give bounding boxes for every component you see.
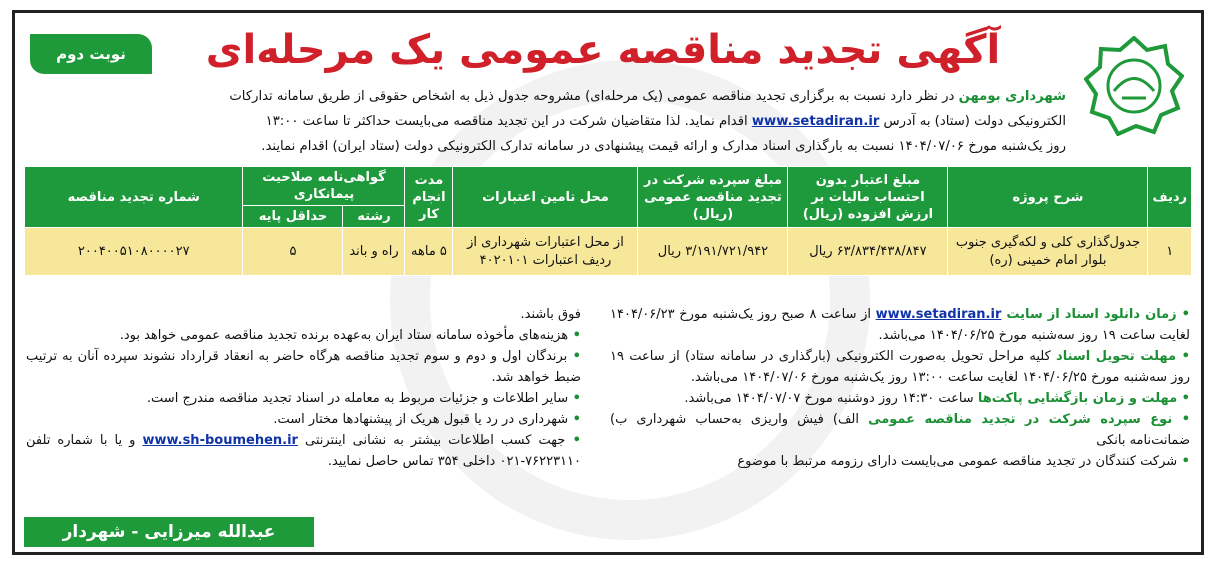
- header-min-grade: حداقل پایه: [243, 206, 343, 228]
- header-field: رشته: [343, 206, 405, 228]
- second-round-badge: نوبت دوم: [30, 34, 152, 74]
- bullet-icon: •: [1172, 412, 1190, 427]
- cell-description: جدول‌گذاری کلی و لکه‌گیری جنوب بلوار امام خمینی (ره): [948, 228, 1148, 276]
- bullet-icon: •: [1176, 307, 1190, 322]
- list-item: • سایر اطلاعات و جزئیات مربوط به معامله در اسناد تجدید مناقصه مندرج است.: [146, 391, 581, 406]
- list-item: • نوع سپرده شرکت در تجدید مناقصه عمومی الف) فیش واریزی به‌حساب شهرداری ب) ضمانت‌نامه بانکی: [610, 412, 1190, 448]
- setadiran-link-2[interactable]: www.setadiran.ir: [875, 307, 1002, 322]
- boumehen-link[interactable]: www.sh-boumehen.ir: [142, 433, 298, 448]
- cell-deposit: ۳/۱۹۱/۷۲۱/۹۴۲ ریال: [638, 228, 788, 276]
- notice-title: آگهی تجدید مناقصه عمومی یک مرحله‌ای: [205, 27, 1001, 73]
- header-certificate: گواهی‌نامه صلاحیت پیمانکاری: [243, 167, 405, 206]
- setadiran-link[interactable]: www.setadiran.ir: [751, 114, 880, 129]
- intro-paragraph: شهرداری بومهن در نظر دارد نسبت به برگزاری تجدید مناقصه عمومی (یک مرحله‌ای) مشروحه جدول ذیل به اشخاص حقوقی از طریق سامانه تدارکات الکترونیکی دولت (ستاد) به آدرس www.setadiran.ir اقدام نماید. لذا متقاضیان شرکت در این تجدید مناقصه می‌بایست حداکثر تا ساعت ۱۳:۰۰ روز یک‌شنبه مورخ ۱۴۰۴/۰۷/۰۶ نسبت به بارگذاری اسناد مدارک و ارائه قیمت پیشنهادی در سامانه تدارک الکترونیکی دولت (ستاد ایران) اقدام نمایند.: [229, 89, 1066, 154]
- bullet-icon: •: [568, 391, 581, 406]
- header-deposit: مبلغ سپرده شرکت در تجدید مناقصه عمومی (ریال): [638, 167, 788, 228]
- header-funding: محل تامین اعتبارات: [453, 167, 638, 228]
- municipality-logo-icon: [1084, 36, 1184, 136]
- conditions-right-column: [610, 304, 1190, 472]
- bullet-icon: •: [568, 412, 581, 427]
- bullet-icon: •: [567, 349, 581, 364]
- bullet-icon: •: [1177, 454, 1190, 469]
- tender-table: [24, 166, 1192, 276]
- list-item: • مهلت تحویل اسناد کلیه مراحل تحویل به‌صورت الکترونیکی (بارگذاری در سامانه ستاد) از ساعت ۱۹ روز سه‌شنبه مورخ ۱۴۰۴/۰۶/۲۵ لغایت ساعت ۱۳:۰۰ روز یک‌شنبه مورخ ۱۴۰۴/۰۷/۰۶ می‌باشد.: [610, 349, 1190, 385]
- cell-duration: ۵ ماهه: [405, 228, 453, 276]
- conditions-left-column: [26, 304, 581, 472]
- cell-row-number: ۱: [1148, 228, 1192, 276]
- organization-name: شهرداری بومهن: [958, 89, 1066, 104]
- bullet-icon: •: [568, 328, 581, 343]
- mayor-signature: عبدالله میرزایی - شهردار: [24, 517, 314, 547]
- list-item: • جهت کسب اطلاعات بیشتر به نشانی اینترنتی www.sh-boumehen.ir و یا با شماره تلفن ۷۶۲۲۳۱۱۰-۰۲۱ داخلی ۳۵۴ تماس حاصل نمایید.: [26, 433, 581, 469]
- cell-budget: ۶۳/۸۳۴/۴۳۸/۸۴۷ ریال: [788, 228, 948, 276]
- list-item: • هزینه‌های مأخوذه سامانه ستاد ایران به‌عهده برنده تجدید مناقصه عمومی خواهد بود.: [119, 328, 581, 343]
- cell-field: راه و باند: [343, 228, 405, 276]
- header-budget: مبلغ اعتبار بدون احتساب مالیات بر ارزش افزوده (ریال): [788, 167, 948, 228]
- list-item: • شهرداری در رد یا قبول هریک از پیشنهادها مختار است.: [273, 412, 581, 427]
- header-tender-number: شماره تجدید مناقصه: [25, 167, 243, 228]
- header-row-number: ردیف: [1148, 167, 1192, 228]
- list-item: • برندگان اول و دوم و سوم تجدید مناقصه هرگاه حاضر به انعقاد قرارداد نشوند سپرده آنان به ترتیب ضبط خواهد شد.: [26, 349, 581, 385]
- cell-min-grade: ۵: [243, 228, 343, 276]
- bullet-icon: •: [565, 433, 581, 448]
- table-row: [25, 228, 1192, 276]
- list-item: • زمان دانلود اسناد از سایت www.setadiran.ir از ساعت ۸ صبح روز یک‌شنبه مورخ ۱۴۰۴/۰۶/۲۳ لغایت ساعت ۱۹ روز سه‌شنبه مورخ ۱۴۰۴/۰۶/۲۵ می‌باشد.: [610, 307, 1190, 343]
- header-description: شرح پروژه: [948, 167, 1148, 228]
- bullet-icon: •: [1177, 391, 1190, 406]
- bullet-icon: •: [1176, 349, 1190, 364]
- header-duration: مدت انجام کار: [405, 167, 453, 228]
- list-item: • مهلت و زمان بازگشایی پاکت‌ها ساعت ۱۴:۳۰ روز دوشنبه مورخ ۱۴۰۴/۰۷/۰۷ می‌باشد.: [684, 391, 1190, 406]
- cell-tender-number: ۲۰۰۴۰۰۵۱۰۸۰۰۰۰۲۷: [25, 228, 243, 276]
- list-item: فوق باشند.: [520, 307, 581, 322]
- cell-funding: از محل اعتبارات شهرداری از ردیف اعتبارات ۴۰۲۰۱۰۱: [453, 228, 638, 276]
- list-item: • شرکت کنندگان در تجدید مناقصه عمومی می‌بایست دارای رزومه مرتبط با موضوع: [737, 454, 1190, 469]
